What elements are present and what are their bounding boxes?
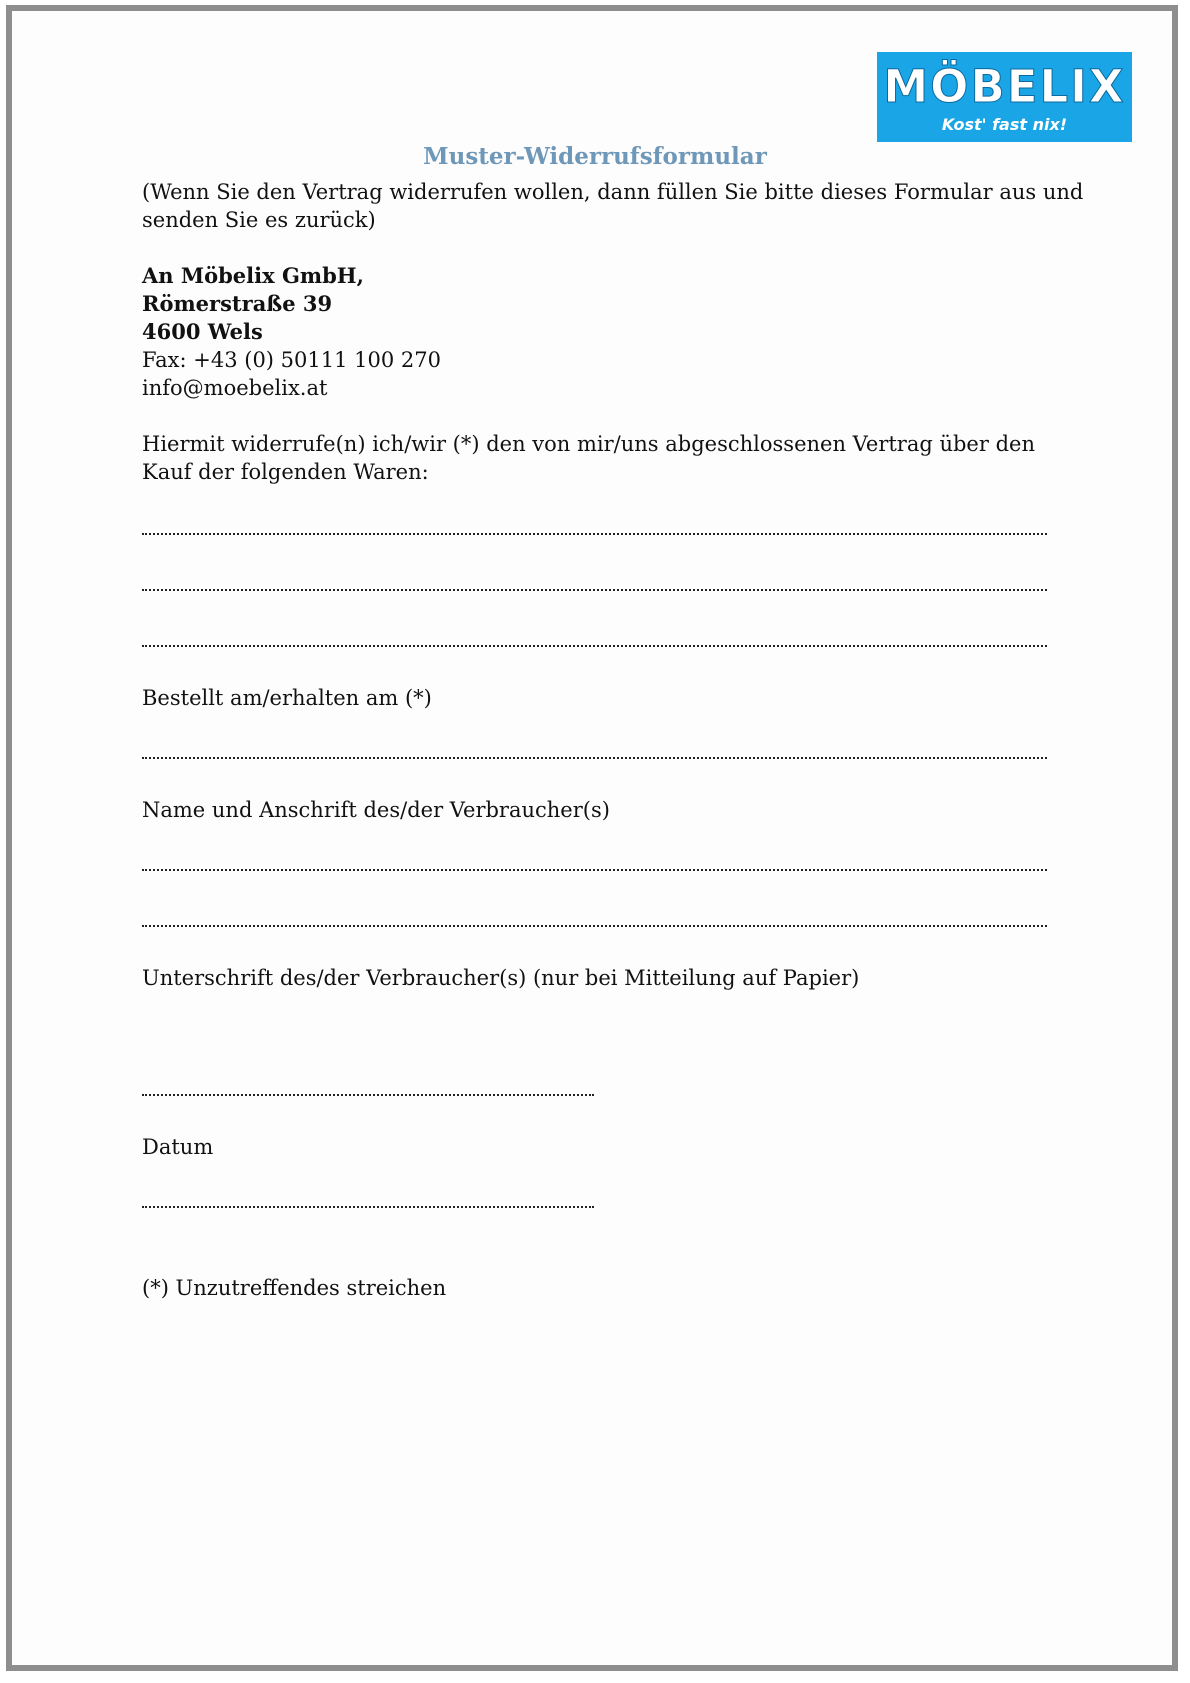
declaration-line-2: Kauf der folgenden Waren: <box>142 460 429 484</box>
intro-line-1: (Wenn Sie den Vertrag widerrufen wollen, dann füllen Sie bitte dieses Formular aus und <box>142 180 1084 204</box>
name-address-fill-line-2[interactable] <box>142 925 1047 927</box>
footnote: (*) Unzutreffendes streichen <box>142 1276 447 1300</box>
page-frame <box>6 5 1178 1671</box>
address-email: info@moebelix.at <box>142 376 328 400</box>
date-label: Datum <box>142 1135 214 1159</box>
ordered-fill-line[interactable] <box>142 757 1047 759</box>
intro-line-2: senden Sie es zurück) <box>142 208 376 232</box>
logo-tagline: Kost' fast nix! <box>941 115 1068 134</box>
name-address-label: Name und Anschrift des/der Verbraucher(s) <box>142 798 610 822</box>
date-fill-line[interactable] <box>142 1206 594 1208</box>
address-city: 4600 Wels <box>142 319 263 344</box>
goods-fill-line-3[interactable] <box>142 645 1047 647</box>
signature-fill-line[interactable] <box>142 1094 594 1096</box>
address-recipient: An Möbelix GmbH, <box>142 263 364 288</box>
goods-fill-line-1[interactable] <box>142 533 1047 535</box>
logo-brand: MÖBELIX <box>883 60 1126 113</box>
form-title: Muster-Widerrufsformular <box>423 143 767 170</box>
moebelix-logo <box>877 52 1132 142</box>
address-street: Römerstraße 39 <box>142 291 333 316</box>
declaration-line-1: Hiermit widerrufe(n) ich/wir (*) den von mir/uns abgeschlossenen Vertrag über den <box>142 432 1035 456</box>
signature-label: Unterschrift des/der Verbraucher(s) (nur bei Mitteilung auf Papier) <box>142 966 860 990</box>
name-address-fill-line-1[interactable] <box>142 869 1047 871</box>
goods-fill-line-2[interactable] <box>142 589 1047 591</box>
ordered-label: Bestellt am/erhalten am (*) <box>142 686 432 710</box>
address-fax: Fax: +43 (0) 50111 100 270 <box>142 348 441 372</box>
